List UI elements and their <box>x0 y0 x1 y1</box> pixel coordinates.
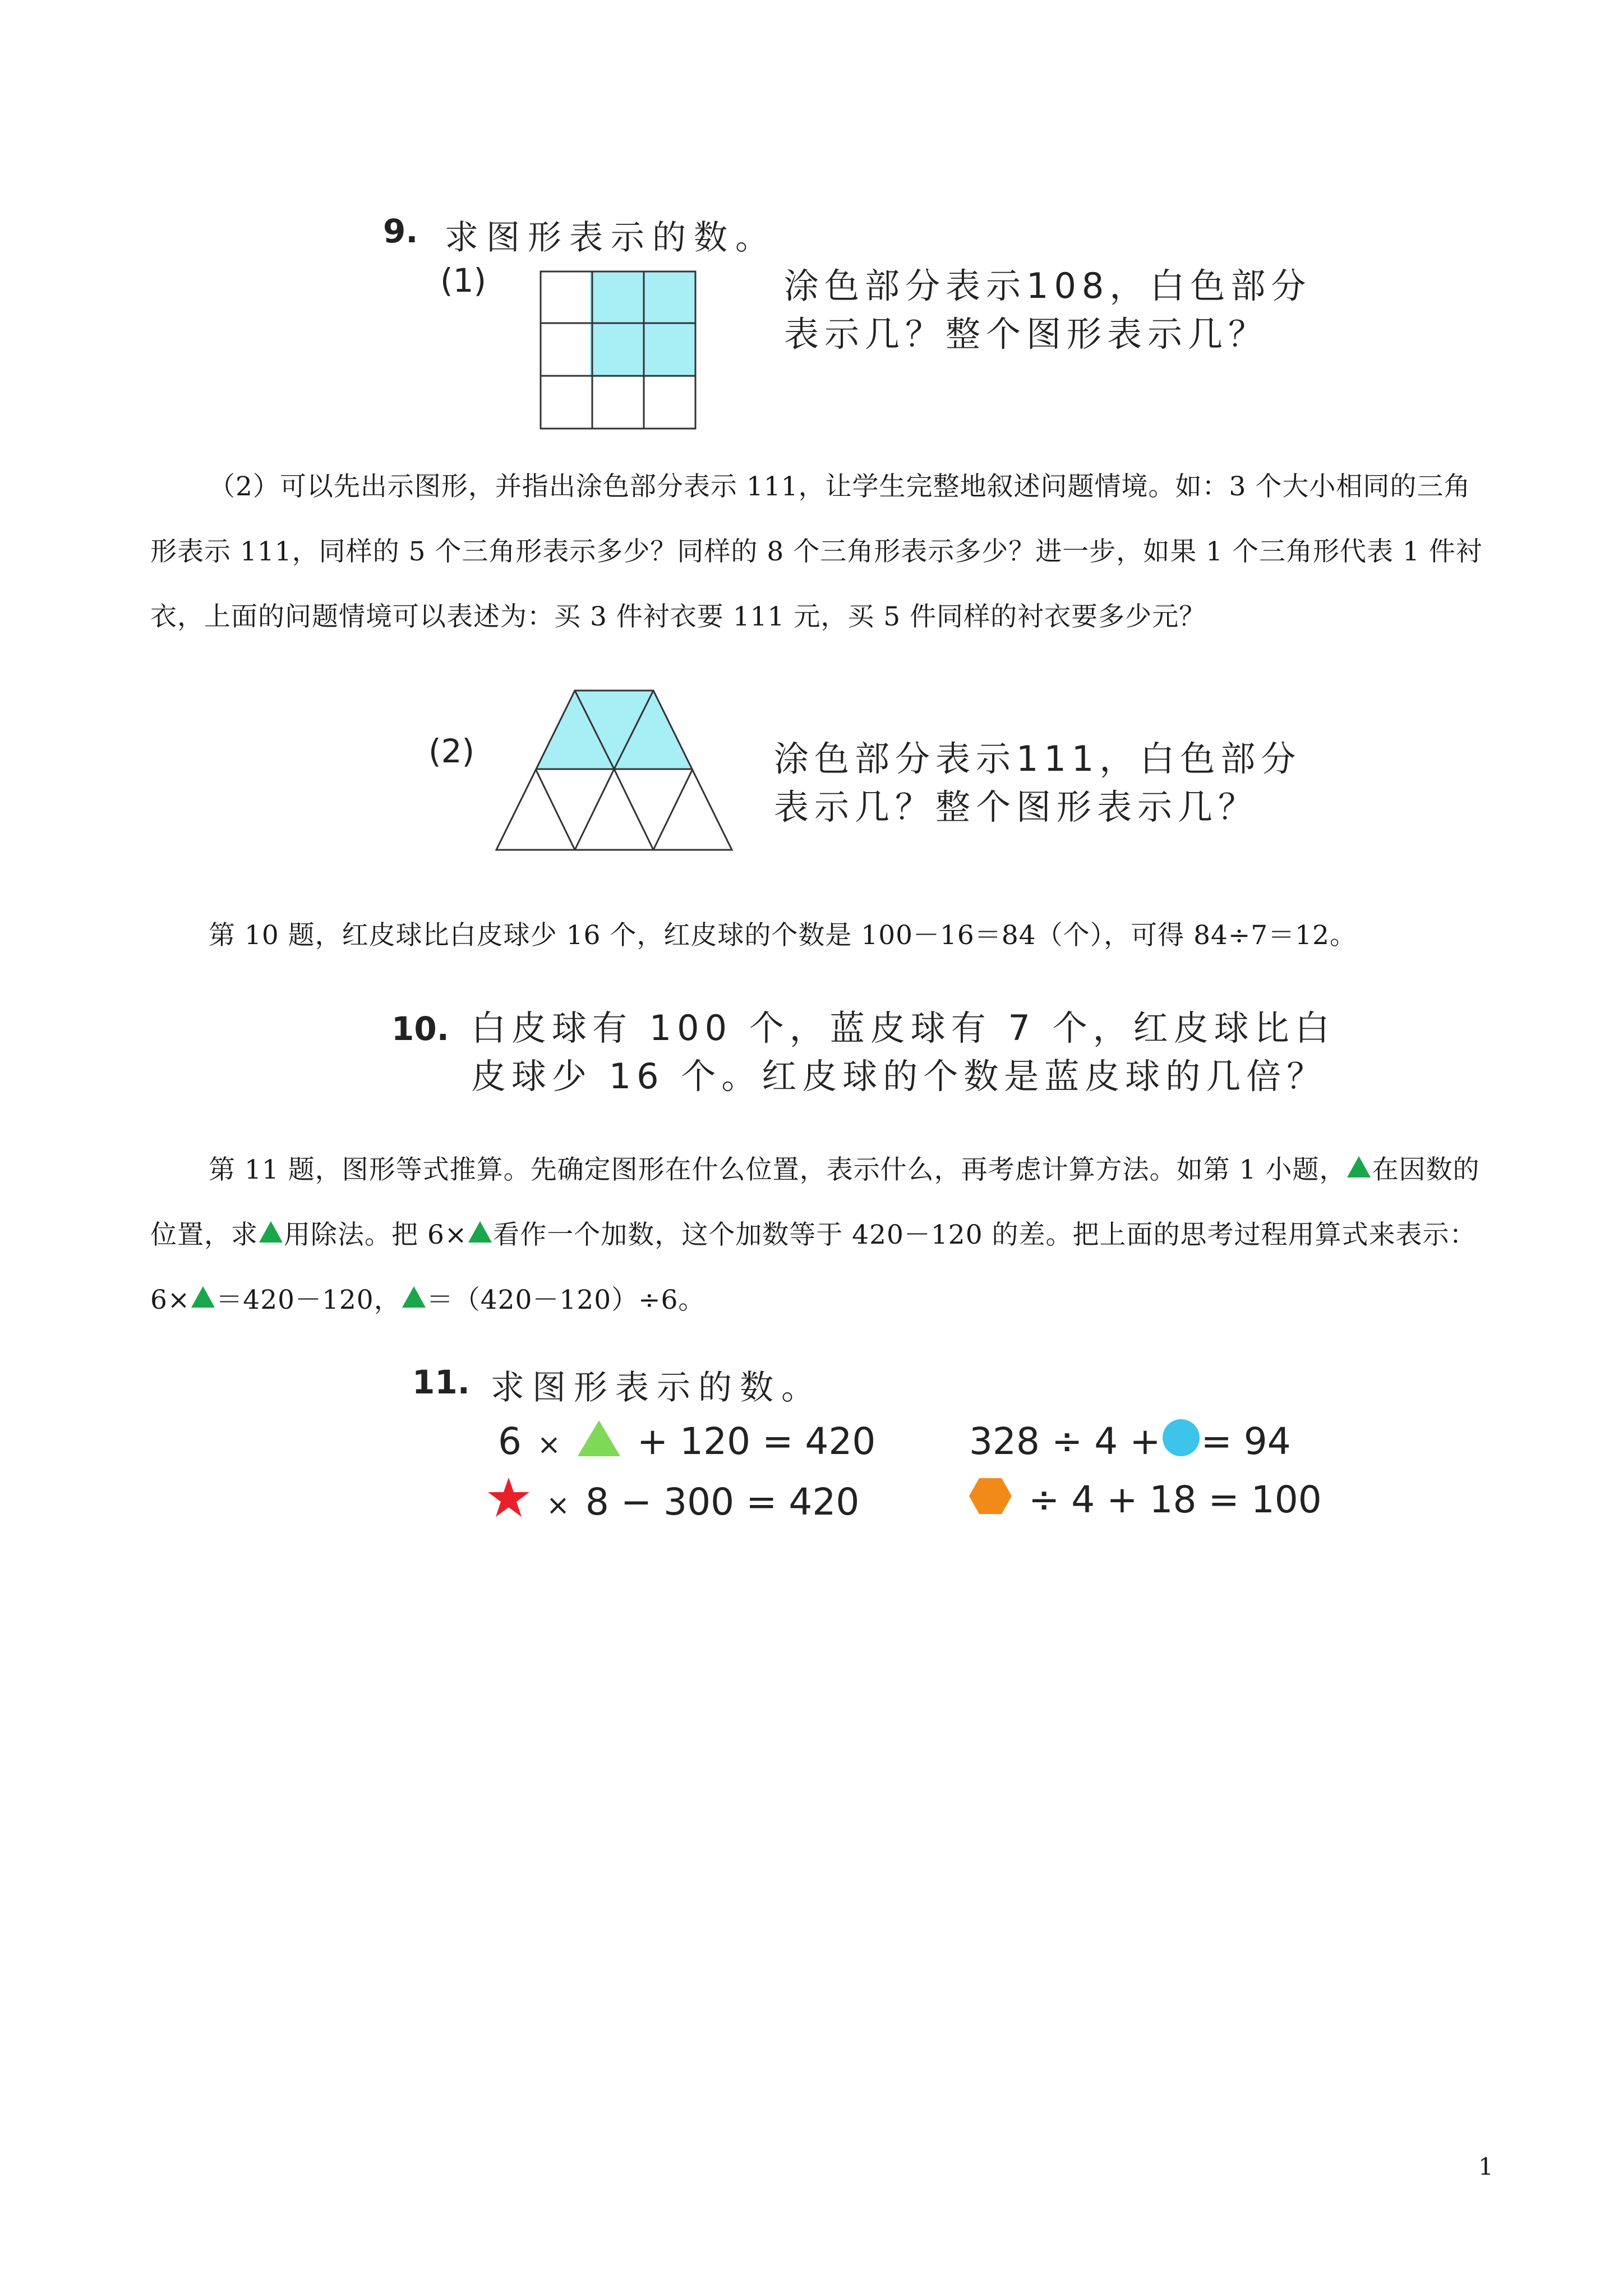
fig11-number: 11. <box>412 1363 470 1401</box>
triangle-marker-icon <box>191 1286 215 1308</box>
blue-circle-icon <box>1161 1418 1201 1457</box>
triangle-marker-icon <box>468 1221 492 1243</box>
eq2-operator: × <box>546 1489 570 1521</box>
fig11-title: 求图形表示的数。 <box>491 1368 823 1407</box>
eq3-term: 328 ÷ 4 + <box>969 1420 1161 1463</box>
eq1-operator: × <box>537 1428 561 1461</box>
eq3-rest: = 94 <box>1201 1420 1291 1463</box>
fig9b-question-line1: 涂色部分表示111，白色部分 <box>774 738 1302 779</box>
fig9b-label: (2) <box>428 732 475 770</box>
paragraph-11-text: 在因数的位置，求 <box>150 1154 1480 1250</box>
fig11-equation-1 <box>498 1418 875 1463</box>
green-triangle-icon <box>577 1418 621 1457</box>
fig11-equation-4 <box>968 1476 1322 1521</box>
triangle-marker-icon <box>402 1286 426 1308</box>
triangle-marker-icon <box>259 1221 283 1243</box>
fig9b-triangle-figure <box>494 687 740 855</box>
fig9-grid-figure <box>538 269 701 432</box>
fig9-part1-label: (1) <box>440 261 487 300</box>
fig11-equation-3 <box>969 1418 1291 1463</box>
paragraph-11-text: ＝420－120， <box>216 1285 401 1315</box>
paragraph-2: （2）可以先出示图形，并指出涂色部分表示 111，让学生完整地叙述问题情境。如：3 个大小相同的三角形表示 111，同样的 5 个三角形表示多少？同样的 8 个三角形表示多少？进一步，如果 1 个三角形代表 1 件衬衣，上面的问题情境可以表述为：买 3 件衬衣要 111 元，买 5 件同样的衬衣要多少元？ <box>150 471 1483 632</box>
eq1-rest: + 120 = 420 <box>637 1420 876 1463</box>
fig10-number: 10. <box>391 1010 449 1048</box>
triangle-marker-icon <box>1347 1156 1371 1177</box>
fig9-number: 9. <box>383 212 418 250</box>
fig9-question-line2: 表示几？整个图形表示几？ <box>784 314 1269 355</box>
red-star-icon <box>487 1476 531 1518</box>
fig9b-shaded-trapezoid <box>536 691 693 769</box>
eq4-rest: ÷ 4 + 18 = 100 <box>1029 1478 1322 1521</box>
paragraph-11-text: ＝（420－120）÷6。 <box>426 1285 706 1315</box>
paragraph-11 <box>150 1138 1493 1333</box>
paragraph-10: 第 10 题，红皮球比白皮球少 16 个，红皮球的个数是 100－16＝84（个），可得 84÷7＝12。 <box>209 920 1357 951</box>
eq1-term: 6 <box>498 1420 522 1463</box>
paragraph-11-text: 看作一个加数，这个加数等于 420－120 的差。把上面的思考过程用算式来表示：6× <box>150 1220 1477 1315</box>
page-number: 1 <box>1478 2153 1493 2180</box>
paragraph-11-text: 第 11 题，图形等式推算。先确定图形在什么位置，表示什么，再考虑计算方法。如第 1 小题， <box>209 1154 1347 1185</box>
fig10-line2: 皮球少 16 个。红皮球的个数是蓝皮球的几倍？ <box>471 1056 1327 1097</box>
fig9b-question-line2: 表示几？整个图形表示几？ <box>774 786 1259 827</box>
paragraph-11-text: 用除法。把 6× <box>284 1220 468 1250</box>
eq2-rest: 8 − 300 = 420 <box>585 1480 860 1524</box>
fig9-shaded-region <box>590 272 695 377</box>
fig11-equation-2 <box>487 1476 859 1524</box>
fig9-title: 求图形表示的数。 <box>445 218 777 257</box>
fig10-line1: 白皮球有 100 个，蓝皮球有 7 个，红皮球比白 <box>471 1007 1335 1048</box>
fig9-question-line1: 涂色部分表示108，白色部分 <box>784 265 1312 306</box>
orange-hexagon-icon <box>968 1476 1013 1516</box>
